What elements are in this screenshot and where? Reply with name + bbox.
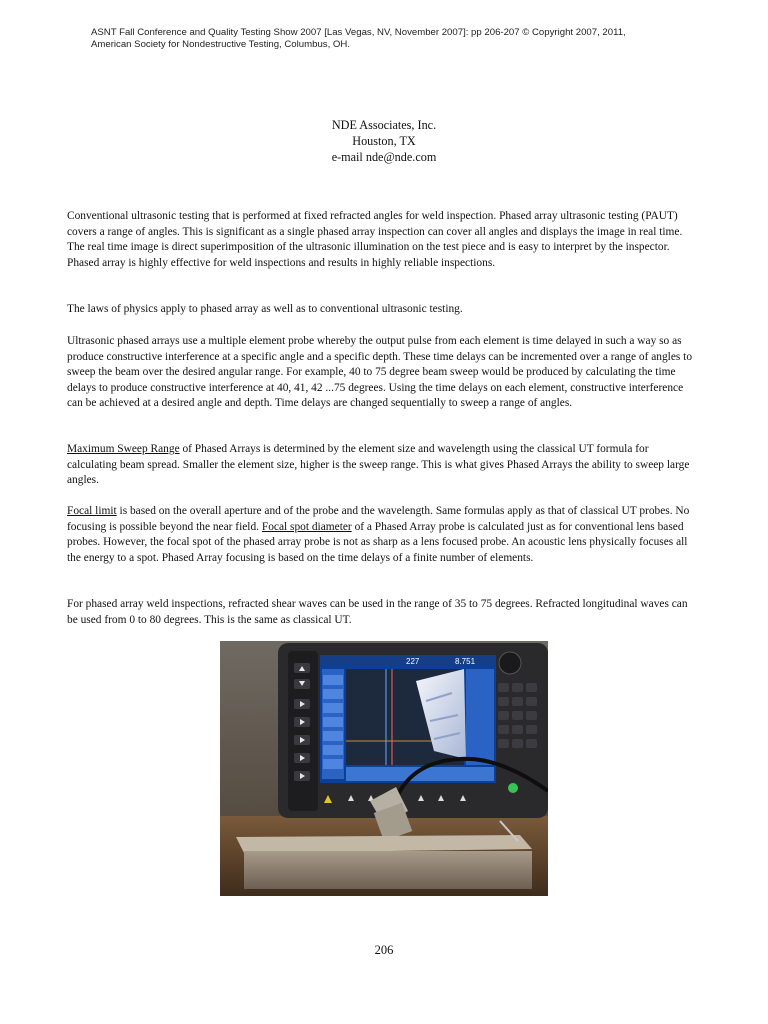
paragraph-sweep-range xyxy=(67,442,701,489)
screen-menu-items xyxy=(323,675,343,769)
paragraph-text: Conventional ultrasonic testing that is performed at fixed refracted angles for weld inspection. Phased array ultrasonic testing (PAUT) covers a range of angles. This is significant as a single phased array inspection can cover all angles and displays the image in real time. The real time image is direct superimposition of the ultrasonic illumination on the test piece and is easy to interpret by the inspector. Phased array is highly effective for weld inspections and results in highly reliable inspections. xyxy=(67,210,683,269)
paragraph-text: is based on the overall aperture and of the probe and the wavelength. Same formulas apply as that of classical UT probes. No focusing is possible beyond the near field. xyxy=(67,505,690,533)
paragraph-intro xyxy=(67,209,701,271)
term-focal-spot-diameter: Focal spot diameter xyxy=(261,520,352,533)
header-line-2: American Society for Nondestructive Testing, Columbus, OH. xyxy=(91,39,350,50)
page-number: 206 xyxy=(374,943,394,957)
paragraph-refracted-waves xyxy=(67,597,701,628)
instrument-illustration xyxy=(220,641,548,896)
control-knob xyxy=(499,652,521,674)
paragraph-laws-of-physics xyxy=(67,302,701,318)
power-led xyxy=(508,783,518,793)
paragraph-text: Ultrasonic phased arrays use a multiple element probe whereby the output pulse from each element is time delayed in such a way so as produce constructive interference at a specific angle and a specific depth. These time delays can be incremented over a range of angles to sweep the beam over the desired angular range. For example, 40 to 75 degree beam sweep would be produced by calculating the time delays to produce constructive interference at 40, 41, 42 ...75 degrees. Using the time delays on each element, constructive interference can be achieved at a desired angle and depth. Time delays are changed sequentially to sweep a range of angles. xyxy=(67,335,693,409)
header-line-1: ASNT Fall Conference and Quality Testing Show 2007 [Las Vegas, NV, November 2007]: pp 206-207 © Copyright 2007, 2011, xyxy=(91,27,626,38)
screen-readout-1: 227 xyxy=(406,657,420,666)
term-maximum-sweep-range: Maximum Sweep Range xyxy=(67,443,180,455)
paragraph-text: of Phased Arrays is determined by the element size and wavelength using the classical UT formula for calculating beam spread. Smaller the element size, higher is the sweep range. This is what gives Phased Arrays the ability to sweep large angles. xyxy=(67,443,690,486)
affiliation-city: Houston, TX xyxy=(352,134,416,148)
phased-array-instrument-photo xyxy=(220,641,548,896)
affiliation-org: NDE Associates, Inc. xyxy=(331,118,437,132)
paragraph-focal-limit xyxy=(67,504,701,566)
paragraph-text: For phased array weld inspections, refracted shear waves can be used in the range of 35 to 75 degrees. Refracted longitudinal waves can be used from 0 to 80 degrees. This is the same as classical UT. xyxy=(67,598,688,626)
author-affiliation xyxy=(0,117,768,165)
paragraph-text: of a Phased Array probe is calculated just as for conventional lens based probes. However, the focal spot of the phased array probe is not as sharp as a lens focused probe. An acoustic lens physically focuses all the energy to a spot. Phased Array focusing is based on the time delays of a finite number of elements. xyxy=(67,520,688,564)
affiliation-email: e-mail nde@nde.com xyxy=(331,150,437,164)
left-button-column xyxy=(288,651,318,811)
paragraph-text: The laws of physics apply to phased array as well as to conventional ultrasonic testing. xyxy=(67,303,463,315)
screen-right-panel xyxy=(466,669,494,765)
paragraph-phased-array-principle xyxy=(67,334,701,412)
steel-test-block xyxy=(244,851,532,889)
screen-readout-2: 8.751 xyxy=(455,657,476,666)
conference-header xyxy=(91,27,711,51)
term-focal-limit: Focal limit xyxy=(67,505,117,517)
